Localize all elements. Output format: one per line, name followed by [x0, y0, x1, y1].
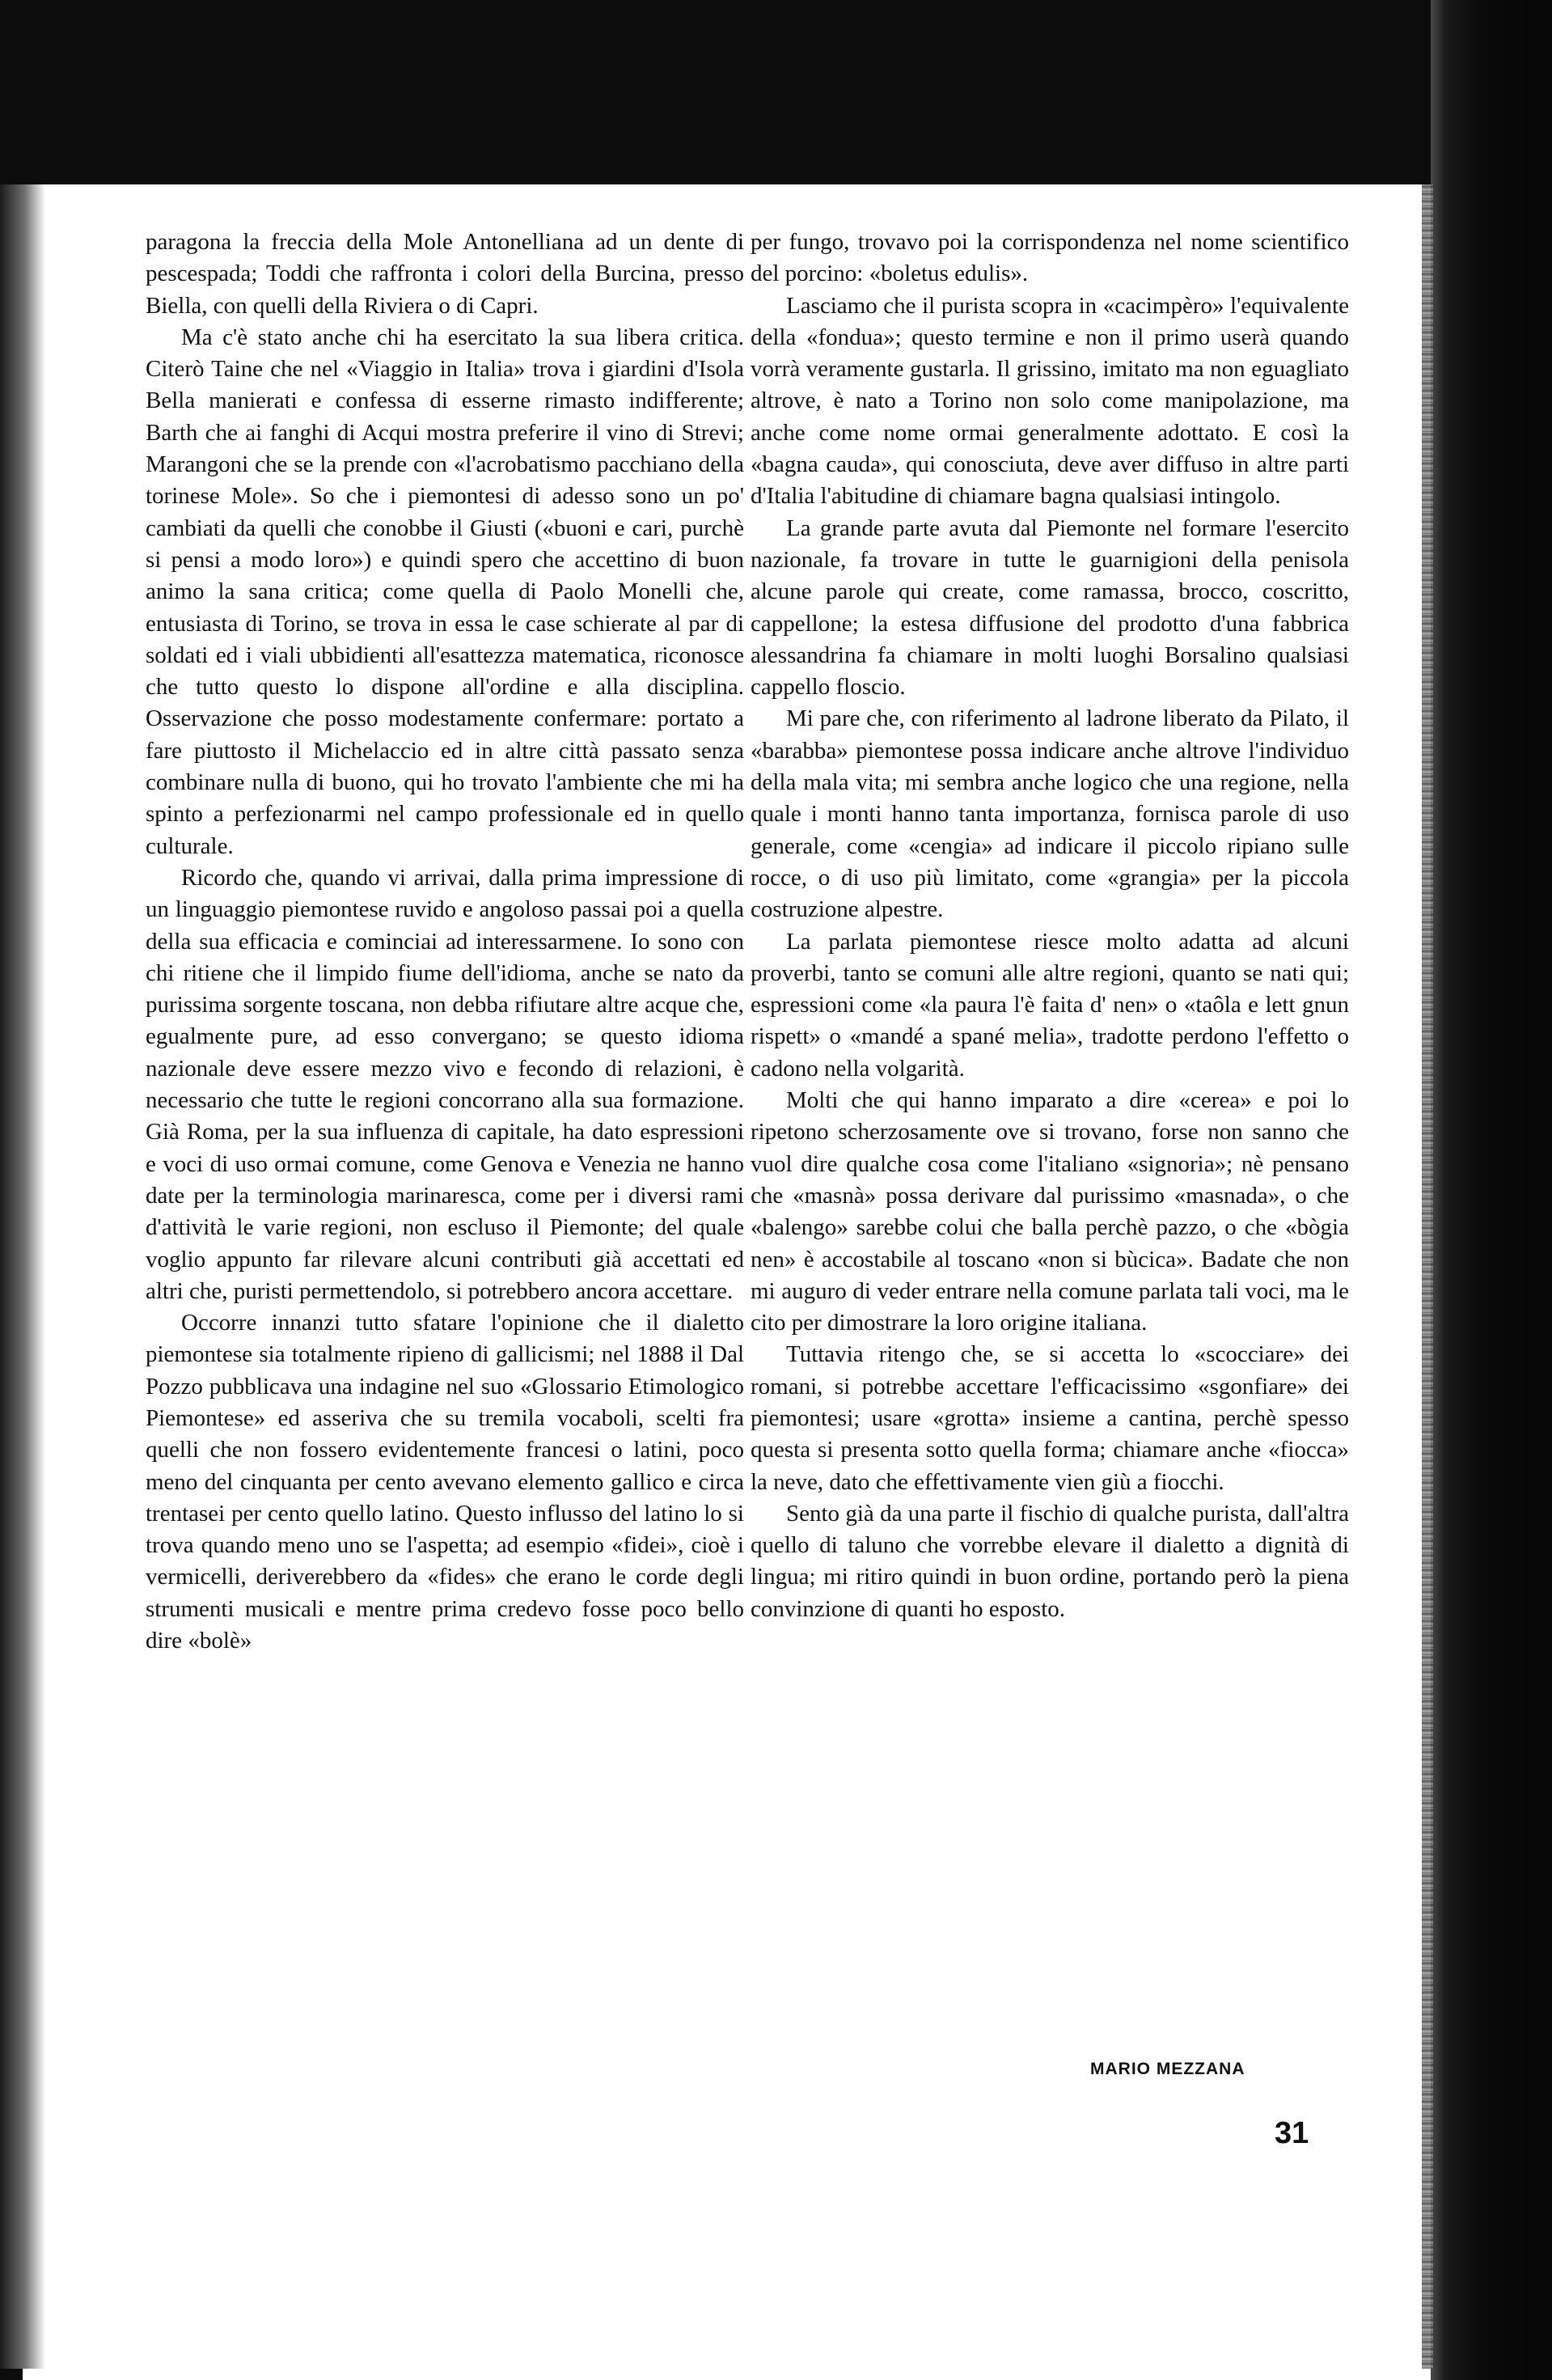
left-text-column — [146, 227, 744, 1657]
right-text-column — [751, 227, 1349, 1625]
paragraph: Sento già da una parte il fischio di qualche purista, dall'altra quello di taluno che vorrebbe elevare il dialetto a dignità di lingua; mi ritiro quindi in buon ordine, portando però la piena convinzione di quanti ho esposto. — [751, 1500, 1349, 1622]
document-page — [45, 184, 1422, 2380]
scanner-border-top — [0, 0, 1552, 184]
paragraph: Ma c'è stato anche chi ha esercitato la sua libera critica. Citerò Taine che nel «Viaggio in Italia» trova i giardini d'Isola Bella manierati e confessa di esserne rimasto indifferente; Barth che ai fanghi di Acqui mostra preferire il vino di Strevi; Marangoni che se la prende con «l'acrobatismo pacchiano della torinese Mole». So che i piemontesi di adesso sono un po' cambiati da quelli che conobbe il Giusti («buoni e cari, purchè si pensi a modo loro») e quindi spero che accettino di buon animo la sana critica; come quella di Paolo Monelli che, entusiasta di Torino, se trova in essa le case schierate al par di soldati ed i viali ubbidienti all'esattezza matematica, riconosce che tutto questo lo dispone all'ordine e alla disciplina. Osservazione che posso modestamente confermare: portato a fare piuttosto il Michelaccio ed in altre città passato senza combinare nulla di buono, qui ho trovato l'ambiente che mi ha spinto a perfezionarmi nel campo professionale ed in quello culturale. — [146, 324, 744, 859]
paragraph: Ricordo che, quando vi arrivai, dalla prima impressione di un linguaggio piemontese ruvido e angoloso passai poi a quella della sua efficacia e cominciai ad interessarmene. Io sono con chi ritiene che il limpido fiume dell'idioma, anche se nato da purissima sorgente toscana, non debba rifiutare altre acque che, egualmente pure, ad esso convergano; se questo idioma nazionale deve essere mezzo vivo e fecondo di relazioni, è necessario che tutte le regioni concorrano alla sua formazione. Già Roma, per la sua influenza di capitale, ha dato espressioni e voci di uso ormai comune, come Genova e Venezia ne hanno date per la terminologia marinaresca, come per i diversi rami d'attività le varie regioni, non escluso il Piemonte; del quale voglio appunto far rilevare alcuni contributi già accettati ed altri che, puristi permettendolo, si potrebbero ancora accettare. — [146, 864, 744, 1304]
paragraph: Occorre innanzi tutto sfatare l'opinione che il dialetto piemontese sia totalmente ripieno di gallicismi; nel 1888 il Dal Pozzo pubblicava una indagine nel suo «Glossario Etimologico Piemontese» ed asseriva che su tremila vocaboli, scelti fra quelli che non fossero evidentemente francesi o latini, poco meno del cinquanta per cento avevano elemento gallico e circa trentasei per cento quello latino. Questo influsso del latino lo si trova quando meno uno se l'aspetta; ad esempio «fidei», cioè i vermicelli, deriverebbero da «fides» che erano le corde degli strumenti musicali e mentre prima credevo fosse poco bello dire «bolè» — [146, 1310, 744, 1654]
paragraph: La parlata piemontese riesce molto adatta ad alcuni proverbi, tanto se comuni alle altre regioni, quanto se nati qui; espressioni come «la paura l'è faita d' nen» o «taôla e lett gnun rispett» o «mandé a spané melia», tradotte perdono l'effetto o cadono nella volgarità. — [751, 928, 1349, 1082]
paragraph: per fungo, trovavo poi la corrispondenza nel nome scientifico del porcino: «boletus edulis». — [751, 229, 1349, 287]
paragraph: paragona la freccia della Mole Antonelliana ad un dente di pescespada; Toddi che raffronta i colori della Burcina, presso Biella, con quelli della Riviera o di Capri. — [146, 229, 744, 319]
author-signature: MARIO MEZZANA — [1090, 2060, 1245, 2078]
paragraph: La grande parte avuta dal Piemonte nel formare l'esercito nazionale, fa trovare in tutte le guarnigioni della penisola alcune parole qui create, come ramassa, brocco, coscritto, cappellone; la estesa diffusione del prodotto d'una fabbrica alessandrina fa chiamare in molti luoghi Borsalino qualsiasi cappello floscio. — [751, 515, 1349, 701]
paragraph: Mi pare che, con riferimento al ladrone liberato da Pilato, il «barabba» piemontese possa indicare anche altrove l'individuo della mala vita; mi sembra anche logico che una regione, nella quale i monti hanno tanta importanza, fornisca parole di uso generale, come «cengia» ad indicare il piccolo ripiano sulle rocce, o di uso più limitato, come «grangia» per la piccola costruzione alpestre. — [751, 705, 1349, 923]
page-gutter-shadow — [0, 184, 45, 2369]
page-edge-stack — [1422, 184, 1433, 2369]
scanner-border-right — [1431, 0, 1552, 2380]
paragraph: Molti che qui hanno imparato a dire «cerea» e poi lo ripetono scherzosamente ove si trovano, forse non sanno che vuol dire qualche cosa come l'italiano «signoria»; nè pensano che «masnà» possa derivare dal purissimo «masnada», o che «balengo» sarebbe colui che balla perchè pazzo, o che «bògia nen» è accostabile al toscano «non si bùcica». Badate che non mi auguro di veder entrare nella comune parlata tali voci, ma le cito per dimostrare la loro origine italiana. — [751, 1087, 1349, 1336]
paragraph: Tuttavia ritengo che, se si accetta lo «scocciare» dei romani, si potrebbe accettare l'efficacissimo «sgonfiare» dei piemontesi; usare «grotta» insieme a cantina, perchè spesso questa si presenta sotto quella forma; chiamare anche «fiocca» la neve, dato che effettivamente vien giù a fiocchi. — [751, 1341, 1349, 1495]
paragraph: Lasciamo che il purista scopra in «cacimpèro» l'equivalente della «fondua»; questo termine e non il primo userà quando vorrà veramente gustarla. Il grissino, imitato ma non eguagliato altrove, è nato a Torino non solo come manipolazione, ma anche come nome ormai generalmente adottato. E così la «bagna cauda», qui conosciuta, deve aver diffuso in altre parti d'Italia l'abitudine di chiamare bagna qualsiasi intingolo. — [751, 292, 1349, 510]
page-number: 31 — [1275, 2116, 1309, 2150]
